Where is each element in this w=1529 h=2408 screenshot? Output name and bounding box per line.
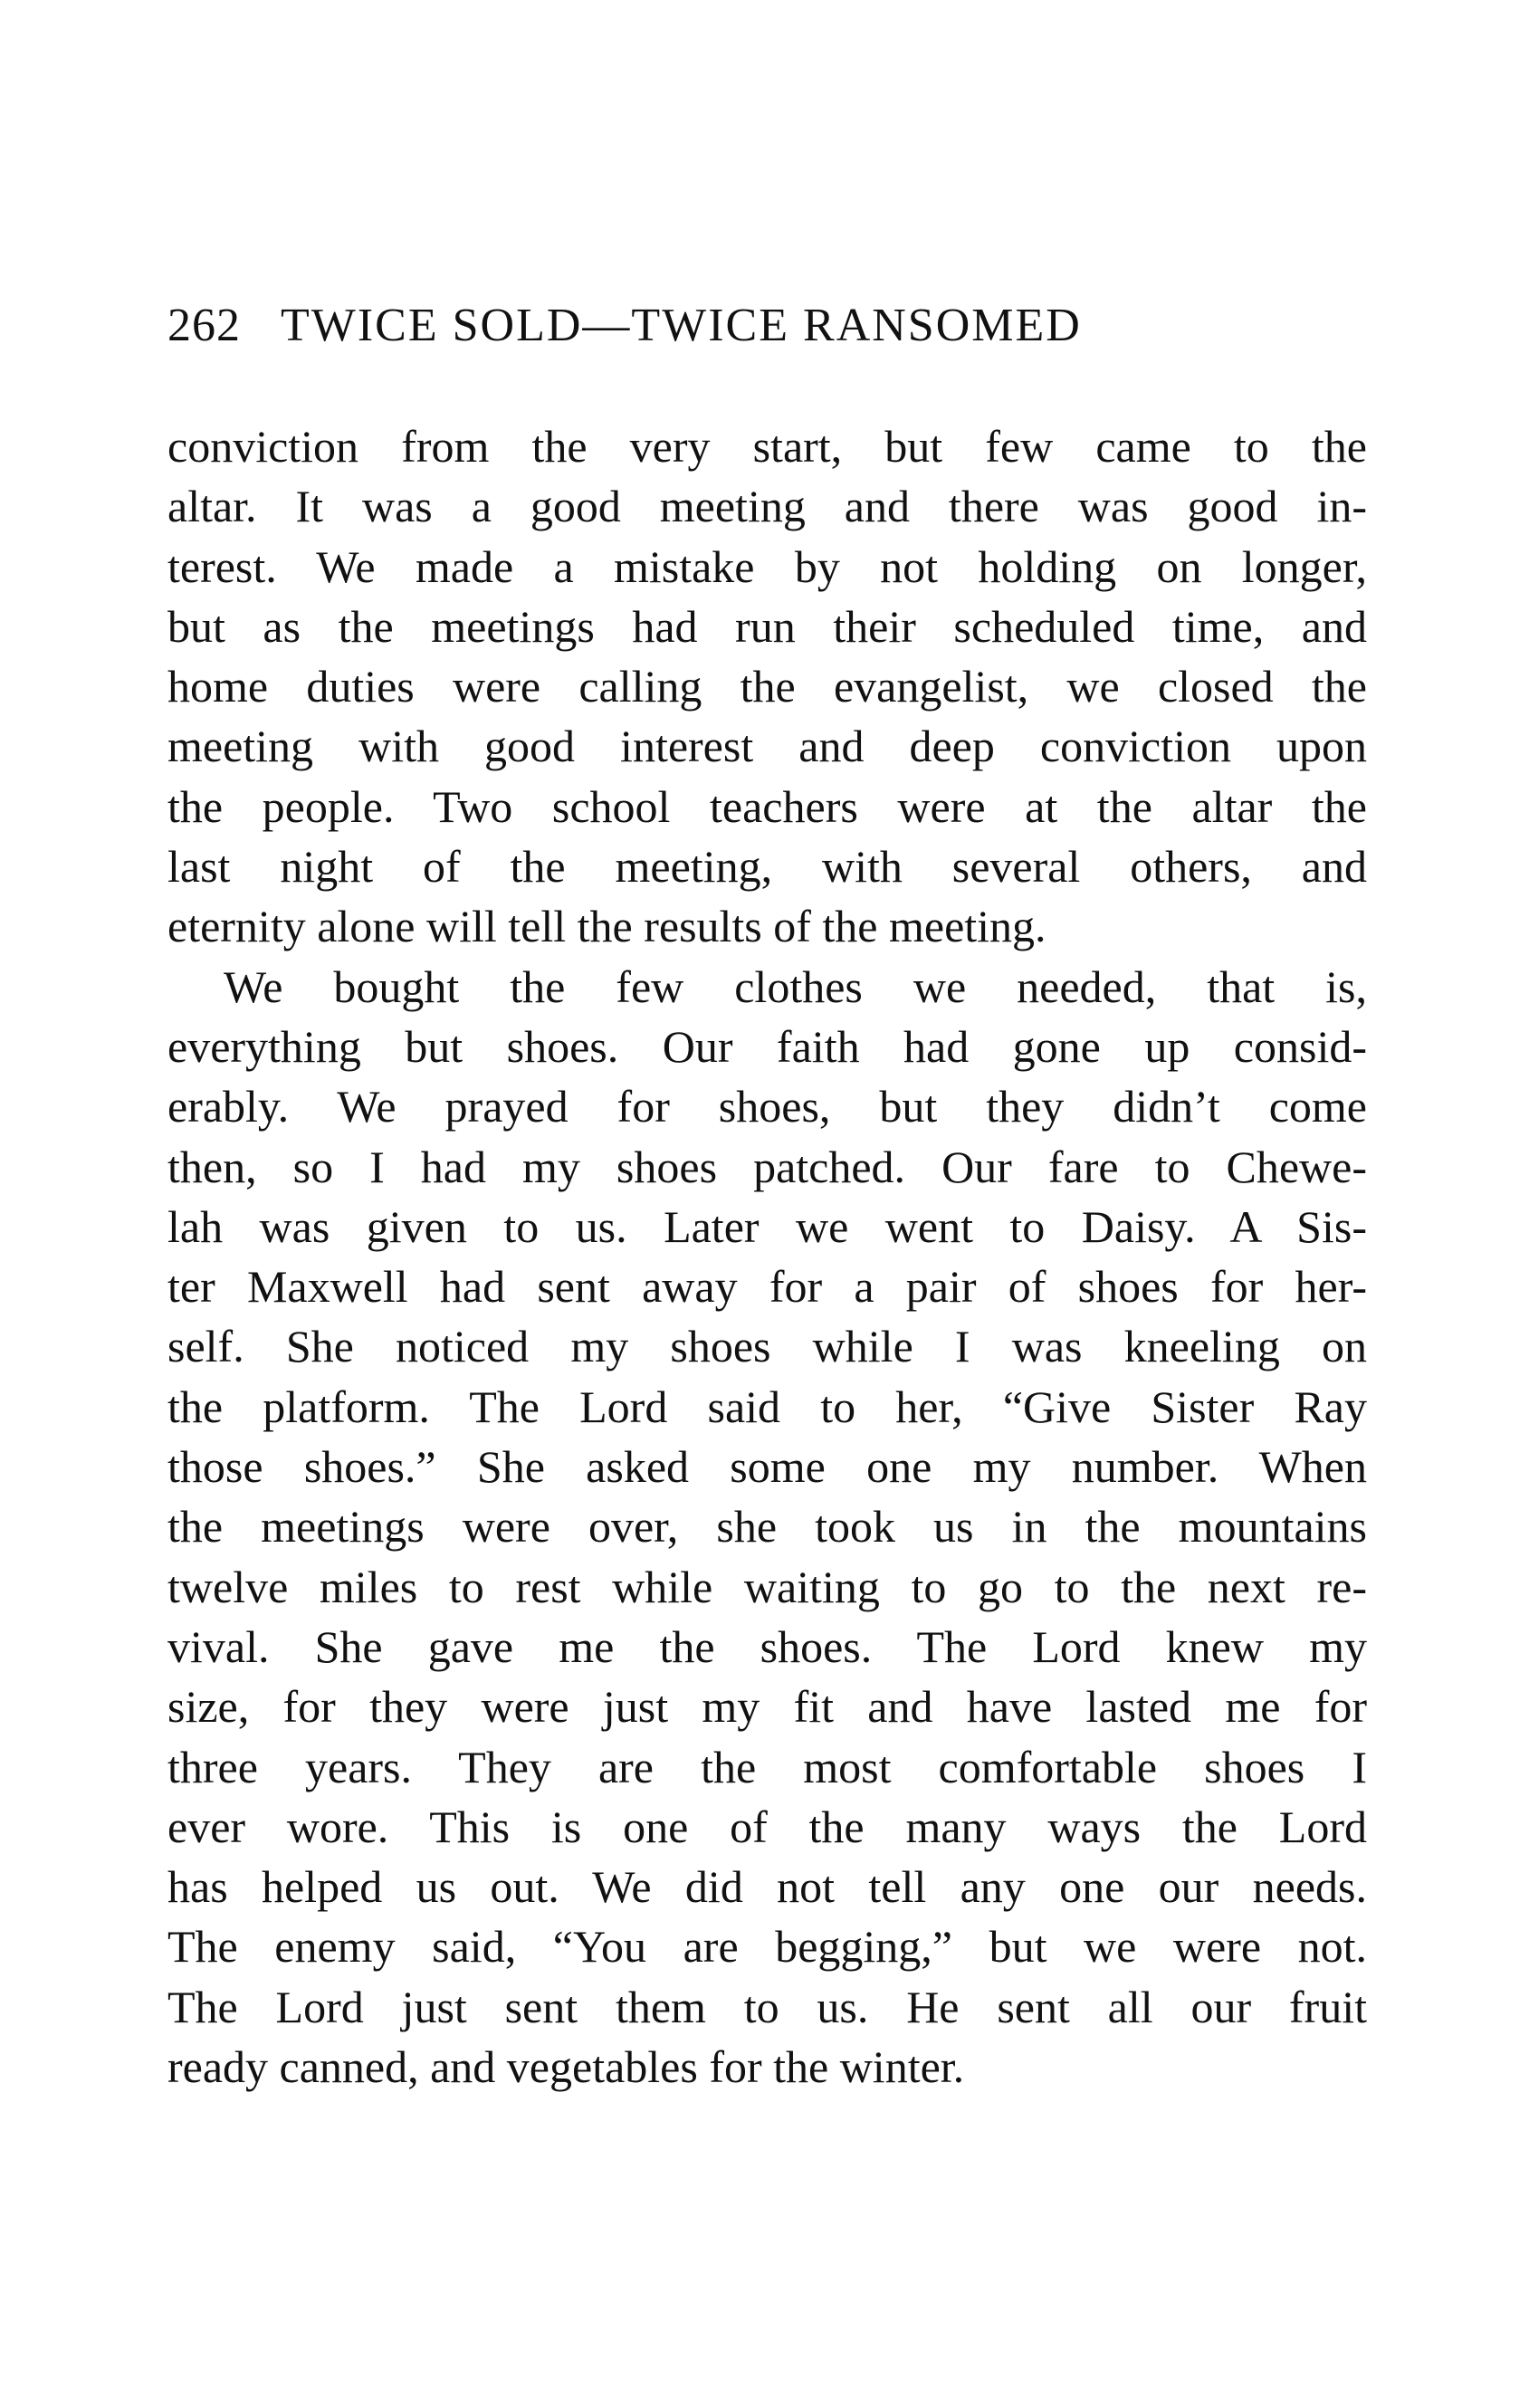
page-number: 262 xyxy=(167,300,241,351)
text-line: vival. She gave me the shoes. The Lord knew my xyxy=(167,1620,1367,1672)
text-line: conviction from the very start, but few came to the xyxy=(167,421,1367,472)
text-line: everything but shoes. Our faith had gone up consid- xyxy=(167,1020,1367,1072)
text-line: the platform. The Lord said to her, “Give Sister Ray xyxy=(167,1381,1367,1432)
text-line: size, for they were just my fit and have lasted me for xyxy=(167,1681,1367,1733)
text-line: three years. They are the most comfortable shoes I xyxy=(167,1741,1367,1792)
text-line: ready canned, and vegetables for the winter. xyxy=(167,2041,965,2093)
text-line: home duties were calling the evangelist, we closed the xyxy=(167,661,1367,712)
body-text xyxy=(167,416,1367,2097)
text-line: We bought the few clothes we needed, that is, xyxy=(224,960,1367,1012)
text-line: erably. We prayed for shoes, but they didn’t come xyxy=(167,1081,1367,1132)
text-line: the people. Two school teachers were at the altar the xyxy=(167,780,1367,832)
text-line: last night of the meeting, with several others, and xyxy=(167,841,1367,893)
text-line: altar. It was a good meeting and there was good in- xyxy=(167,481,1367,532)
text-line: then, so I had my shoes patched. Our fare to Chewe- xyxy=(167,1141,1367,1192)
paragraph-1 xyxy=(167,416,1367,957)
page-header xyxy=(167,290,1362,362)
text-line: The enemy said, “You are begging,” but we were not. xyxy=(167,1921,1367,1973)
text-line: eternity alone will tell the results of the meeting. xyxy=(167,901,1046,952)
running-head: TWICE SOLD—TWICE RANSOMED xyxy=(281,300,1082,351)
text-line: twelve miles to rest while waiting to go to the next re- xyxy=(167,1561,1367,1612)
text-line: but as the meetings had run their scheduled time, and xyxy=(167,600,1367,652)
text-line: has helped us out. We did not tell any one our needs. xyxy=(167,1861,1367,1913)
text-line: ever wore. This is one of the many ways the Lord xyxy=(167,1801,1367,1852)
text-line: those shoes.” She asked some one my number. When xyxy=(167,1441,1367,1493)
text-line: terest. We made a mistake by not holding on longer, xyxy=(167,540,1367,592)
text-line: meeting with good interest and deep conviction upon xyxy=(167,721,1367,772)
paragraph-2 xyxy=(167,957,1367,2097)
text-line: self. She noticed my shoes while I was kneeling on xyxy=(167,1321,1367,1372)
text-line: ter Maxwell had sent away for a pair of shoes for her- xyxy=(167,1261,1367,1313)
text-line: The Lord just sent them to us. He sent all our fruit xyxy=(167,1981,1367,2032)
text-line: lah was given to us. Later we went to Daisy. A Sis- xyxy=(167,1200,1367,1252)
text-line: the meetings were over, she took us in the mountains xyxy=(167,1501,1367,1553)
